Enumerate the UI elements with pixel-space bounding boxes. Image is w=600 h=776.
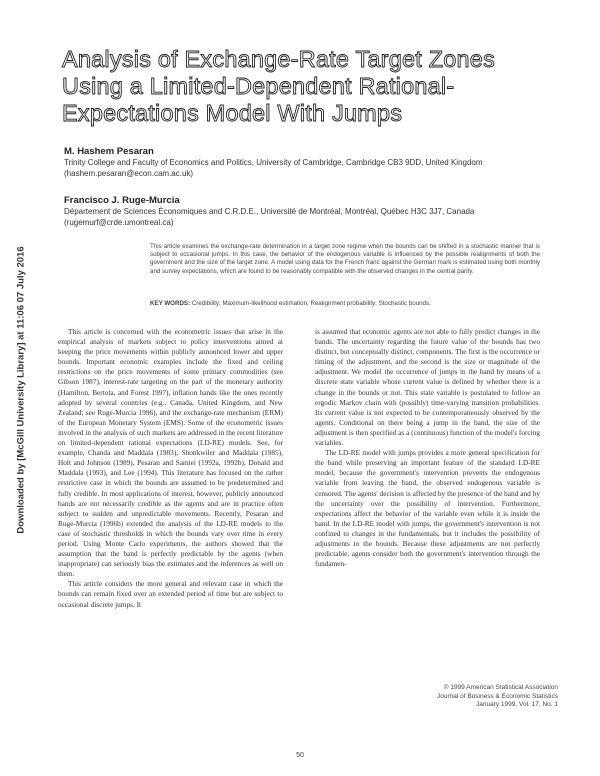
author-affiliation-1: Trinity College and Faculty of Economics and Politics, University of Cambridge, Cambridge CB3 9DD, United Kingdom (hashem.pesaran@econ.cam.ac.uk): [64, 158, 483, 178]
author-name-2: Francisco J. Ruge-Murcia: [64, 195, 180, 206]
author-affiliation-2: Département de Sciences Économiques and C.R.D.E., Université de Montréal, Montréal, Québec H3C 3J7, Canada (rugemurf@crde.umontreal.ca): [64, 207, 475, 227]
body-paragraph: is assumed that economic agents are not able to fully predict changes in the bands. The uncertainty regarding the future value of the bounds has two distinct, but conceptually distinct, components. The first is the occurrence or timing of the adjustment, and the second is the size or magnitude of the adjustment. We model the occurrence of jumps in the band by means of a discrete state variable whose current value is defined by whether there is a change in the bounds or not. This state variable is postulated to follow an ergodic Markov chain with (possibly) time-varying transition probabilities. Its current value is not expected to be contemporaneously observed by the agents. Conditional on there being a jump in the band, the size of the adjustment is then specified as a (continuous) function of the model's forcing variables.: [315, 327, 540, 448]
body-paragraph: The LD-RE model with jumps provides a more general specification for the band while preserving an important feature of the standard LD-RE model, because the government's intervention prevents the endogenous variable from leaving the band, the observed endogenous variable is censored. The agents' decision is affected by the presence of the band and by the uncertainty over the possibility of intervention. Furthermore, expectations affect the behavior of the variable even while it is inside the band. In the LD-RE model with jumps, the government's intervention is not confined to changes in the fundamentals, but it includes the possibility of adjustments to the bounds. Because these adjustments are not perfectly predictable, agents consider both the government's intervention through the fundamen-: [315, 448, 540, 569]
author-block-1: [64, 146, 544, 179]
download-stamp-text: Downloaded by [McGill University Library] at 11:06 07 July 2016: [15, 246, 27, 534]
paper-title: Analysis of Exchange-Rate Target Zones Using a Limited-Dependent Rational-Expectations Model With Jumps: [62, 46, 496, 126]
author-block-2: [64, 195, 544, 228]
body-column-left: [58, 327, 283, 610]
copyright-notice: [380, 684, 558, 710]
keywords-text: Credibility; Maximum-likelihood estimation; Realignment probability; Stochastic bounds.: [191, 300, 431, 307]
journal-name: Journal of Business & Economic Statistics: [436, 692, 558, 700]
body-column-right: [315, 327, 540, 569]
body-paragraph: This article considers the more general and relevant case in which the bounds can remain fixed over an extended period of time but are subject to occasional discrete jumps. It: [58, 579, 283, 609]
keywords: [150, 300, 540, 308]
journal-issue: January 1999, Vol. 17, No. 1: [475, 701, 558, 709]
abstract: This article examines the exchange-rate determination in a target zone regime when the bounds can be shifted in a stochastic manner that is subject to occasional jumps. In this case, the behavior of the endogenous variable is influenced by the possible realignments of both the government and the size of the target zone. A model using data for the French franc against the German mark is estimated using both monthly and survey expectations, which are found to be reasonably compatible with the observed changes in the central parity.: [150, 243, 540, 275]
download-stamp: [14, 90, 28, 690]
keywords-label: KEY WORDS:: [150, 300, 191, 307]
body-paragraph: This article is concerned with the econometric issues that arise in the empirical analysis of markets subject to policy interventions aimed at keeping the price movements within publicly announced lower and upper bounds. Important economic examples include the fixed and ceiling restrictions on the price movements of some primary commodities (see Gibson 1987), interest-rate targeting on the part of the monetary authority (Hamilton, Bertola, and Forest 1997), inflation bands like the ones recently adopted by several countries (e.g., Canada, United Kingdom, and New Zealand; see Ruge-Murcia 1996), and the exchange-rate mechanism (ERM) of the European Monetary System (EMS). Some of the econometric issues involved in the analysis of such markets are addressed in the recent literature on limited-dependent rational expectations (LD-RE) models. See, for example, Chanda and Maddala (1983), Shonkwiler and Maddala (1985), Holt and Johnson (1989), Pesaran and Samiei (1992a, 1992b), Donald and Maddala (1993), and Lee (1994). This literature has focused on the rather restrictive case in which the bounds are assumed to be predetermined and fully credible. In most applications of interest, however, publicly announced bands are not necessarily credible as the agents and are in practice often subject to sudden and unpredictable movements. Recently, Pesaran and Ruge-Murcia (1996b) extended the analysis of the LD-RE models to the case of stochastic thresholds in which the bounds vary over time in every period. Using Monte Carlo experiments, the authors showed that the assumption that the band is perfectly predictable by the agents (when inappropriate) can seriously bias the estimates and the inferences as well on them.: [58, 327, 283, 579]
copyright-line: © 1999 American Statistical Association: [443, 684, 558, 691]
author-name-1: M. Hashem Pesaran: [64, 146, 154, 157]
page-number: 50: [296, 752, 304, 759]
